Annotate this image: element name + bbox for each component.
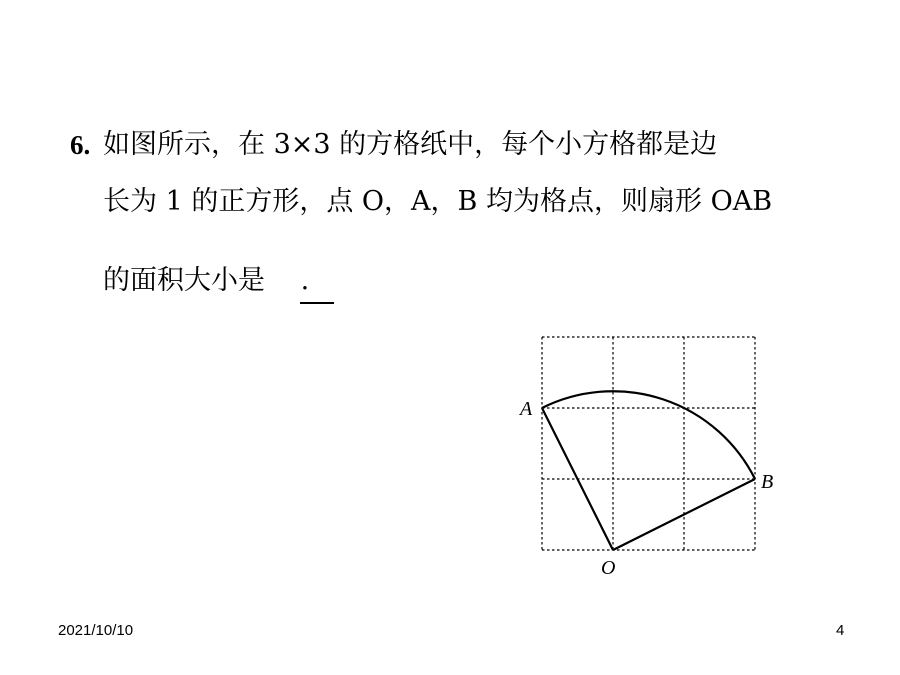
footer-date: 2021/10/10 (58, 622, 134, 639)
sector-diagram (500, 320, 800, 590)
point-label-a: A (520, 398, 533, 420)
question-number: 6. (70, 130, 91, 160)
dotted-grid (542, 337, 755, 550)
sector-arc (542, 391, 755, 479)
answer-blank (300, 302, 334, 304)
sector-figure (500, 320, 800, 590)
point-label-b: B (761, 471, 774, 493)
question-text-line-1: 如图所示，在 3×3 的方格纸中，每个小方格都是边 (103, 129, 718, 160)
point-label-o: O (601, 557, 616, 579)
question-text-line-3: 的面积大小是 . (103, 265, 310, 296)
footer-page-number: 4 (836, 622, 845, 639)
question-text-line-2: 长为 1 的正方形，点 O，A，B 均为格点，则扇形 OAB (103, 186, 773, 217)
question-block (0, 0, 900, 330)
